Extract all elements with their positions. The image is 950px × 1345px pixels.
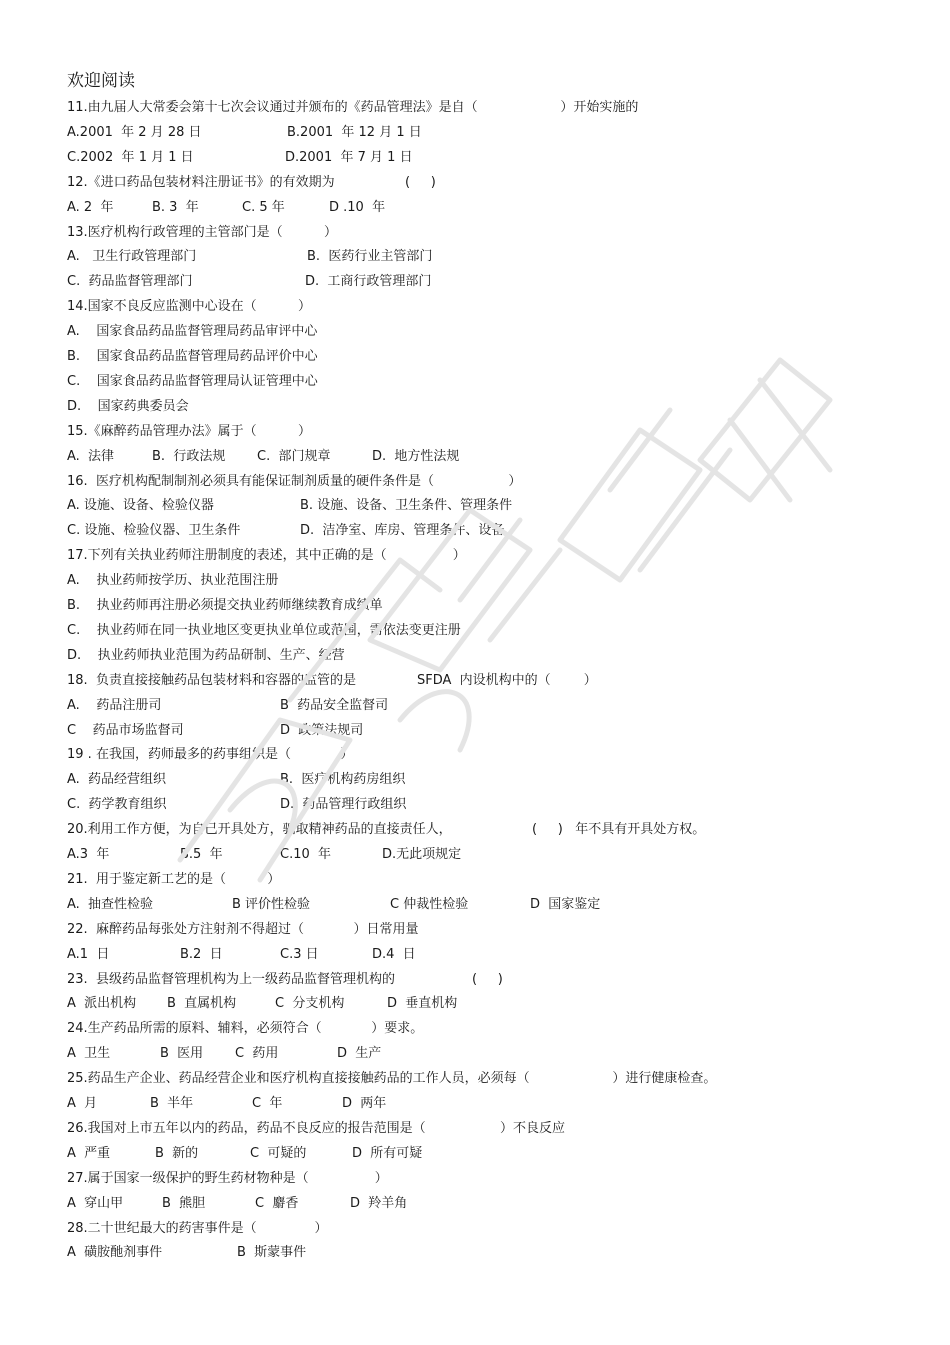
line-cell: D 国家鉴定	[530, 896, 601, 912]
line-cell: 24.生产药品所需的原料、辅料，必须符合（ ）要求。	[67, 1021, 424, 1037]
line-cell: D. 工商行政管理部门	[305, 274, 432, 290]
line-cell: B. 医药行业主管部门	[307, 249, 433, 265]
line-cell: A 磺胺酏剂事件	[67, 1245, 163, 1261]
line-cell: C. 国家食品药品监督管理局认证管理中心	[67, 373, 318, 389]
line-cell: 26.我国对上市五年以内的药品，药品不良反应的报告范围是（ ）不良反应	[67, 1120, 566, 1136]
line-cell: B. 医疗机构药房组织	[280, 772, 406, 788]
line-cell: A. 设施、设备、检验仪器	[67, 498, 214, 514]
line-cell: A. 2 年	[67, 199, 114, 215]
line-cell: A.1 日	[67, 946, 110, 962]
line-cell: SFDA 内设机构中的（ ）	[417, 672, 597, 688]
line-cell: 23. 县级药品监督管理机构为上一级药品监督管理机构的	[67, 971, 395, 987]
line-cell: B 斯蒙事件	[237, 1245, 307, 1261]
line-cell: 28.二十世纪最大的药害事件是（ ）	[67, 1220, 328, 1236]
line-cell: D.2001 年 7 月 1 日	[285, 149, 413, 165]
line-cell: A.2001 年 2 月 28 日	[67, 124, 202, 140]
line-cell: B 药品安全监督司	[280, 697, 389, 713]
line-cell: C. 5 年	[242, 199, 285, 215]
line-cell: 19 . 在我国，药师最多的药事组织是（ ）	[67, 747, 354, 763]
line-cell: 22. 麻醉药品每张处方注射剂不得超过（ ）日常用量	[67, 921, 419, 937]
line-cell: B. 设施、设备、卫生条件、管理条件	[300, 498, 513, 514]
line-cell: C 仲裁性检验	[390, 896, 469, 912]
line-cell: B.2 日	[180, 946, 223, 962]
line-cell: D 两年	[342, 1096, 387, 1111]
line-cell: ( ) 年不具有开具处方权。	[532, 822, 706, 838]
line-cell: A. 药品经营组织	[67, 772, 167, 788]
page-header: 欢迎阅读	[67, 71, 135, 91]
line-cell: A. 卫生行政管理部门	[67, 249, 197, 265]
line-cell: ( )	[405, 174, 436, 190]
line-cell: B 直属机构	[167, 996, 237, 1012]
line-cell: B. 执业药师再注册必须提交执业药师继续教育成绩单	[67, 598, 383, 613]
line-cell: A 卫生	[67, 1046, 111, 1062]
line-cell: A 严重	[67, 1145, 111, 1161]
line-cell: D.4 日	[372, 946, 416, 962]
line-cell: B. 行政法规	[152, 448, 226, 464]
line-cell: 21. 用于鉴定新工艺的是（ ）	[67, 871, 281, 887]
line-cell: B. 3 年	[152, 199, 199, 215]
line-cell: A 月	[67, 1096, 98, 1111]
line-cell: D 所有可疑	[352, 1145, 423, 1161]
line-cell: 15.《麻醉药品管理办法》属于（ ）	[67, 423, 311, 439]
line-cell: A.3 年	[67, 847, 110, 862]
line-cell: 16. 医疗机构配制制剂必须具有能保证制剂质量的硬件条件是（ ）	[67, 473, 522, 489]
line-cell: B 熊胆	[162, 1195, 206, 1211]
line-cell: B.2001 年 12 月 1 日	[287, 124, 422, 140]
line-cell: D.无此项规定	[382, 847, 462, 862]
line-cell: 20.利用工作方便，为自己开具处方，骗取精神药品的直接责任人，	[67, 822, 452, 838]
line-cell: C 药用	[235, 1046, 279, 1062]
line-cell: D 生产	[337, 1046, 382, 1062]
line-cell: D. 地方性法规	[372, 448, 460, 464]
line-cell: A. 法律	[67, 448, 115, 464]
line-cell: A. 国家食品药品监督管理局药品审评中心	[67, 324, 318, 340]
line-cell: C. 设施、检验仪器、卫生条件	[67, 523, 241, 539]
line-cell: B 评价性检验	[232, 896, 311, 912]
line-cell: D. 执业药师执业范围为药品研制、生产、经营	[67, 647, 345, 663]
line-cell: B 医用	[160, 1046, 204, 1062]
line-cell: C.3 日	[280, 946, 319, 962]
line-cell: C.2002 年 1 月 1 日	[67, 149, 194, 165]
line-cell: C.10 年	[280, 847, 332, 862]
line-cell: D 垂直机构	[387, 996, 458, 1012]
line-cell: D 政策法规司	[280, 722, 364, 738]
line-cell: D 羚羊角	[350, 1195, 408, 1211]
line-cell: 14.国家不良反应监测中心设在（ ）	[67, 299, 311, 315]
line-cell: 25.药品生产企业、药品经营企业和医疗机构直接接触药品的工作人员，必须每（ ）进行健康检查。	[67, 1071, 717, 1087]
line-cell: D .10 年	[329, 199, 386, 215]
line-cell: D. 国家药典委员会	[67, 398, 189, 414]
line-cell: 17.下列有关执业药师注册制度的表述，其中正确的是（ ）	[67, 548, 466, 564]
line-cell: C 年	[252, 1096, 283, 1111]
line-cell: ( )	[472, 971, 503, 987]
line-cell: 27.属于国家一级保护的野生药材物种是（ ）	[67, 1170, 388, 1186]
line-cell: C. 执业药师在同一执业地区变更执业单位或范围，需依法变更注册	[67, 622, 461, 638]
line-cell: A. 药品注册司	[67, 697, 162, 713]
line-cell: C. 部门规章	[257, 448, 331, 464]
line-cell: C. 药品监督管理部门	[67, 274, 193, 290]
line-cell: A. 执业药师按学历、执业范围注册	[67, 573, 279, 589]
line-cell: A. 抽查性检验	[67, 896, 154, 912]
line-cell: B 新的	[155, 1145, 199, 1161]
line-cell: B. 国家食品药品监督管理局药品评价中心	[67, 349, 318, 364]
line-cell: B.5 年	[180, 847, 223, 862]
line-cell: 13.医疗机构行政管理的主管部门是（ ）	[67, 224, 337, 240]
line-cell: C 可疑的	[250, 1145, 307, 1161]
line-cell: 18. 负责直接接触药品包装材料和容器的监管的是	[67, 672, 356, 688]
line-cell: C 药品市场监督司	[67, 722, 184, 738]
line-cell: C 分支机构	[275, 996, 345, 1012]
line-cell: D. 药品管理行政组织	[280, 797, 407, 813]
line-cell: B 半年	[150, 1096, 194, 1111]
line-cell: 12.《进口药品包装材料注册证书》的有效期为	[67, 174, 335, 190]
line-cell: D. 洁净室、库房、管理条件、设备	[300, 523, 505, 539]
line-cell: 11.由九届人大常委会第十七次会议通过并颁布的《药品管理法》是自（ ）开始实施的	[67, 100, 639, 115]
line-cell: A 穿山甲	[67, 1195, 124, 1211]
line-cell: C. 药学教育组织	[67, 797, 167, 813]
line-cell: C 麝香	[255, 1195, 299, 1211]
line-cell: A 派出机构	[67, 996, 137, 1012]
